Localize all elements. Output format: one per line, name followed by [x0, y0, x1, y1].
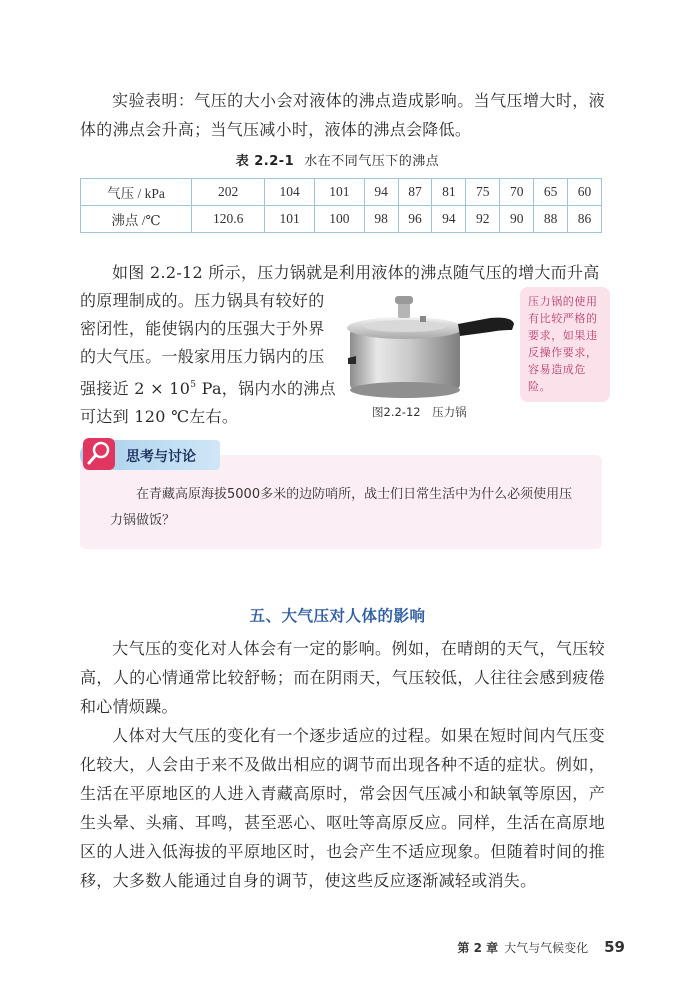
body-paragraph-1-text: 大气压的变化对人体会有一定的影响。例如，在晴朗的天气，气压较高，人的心情通常比较舒畅；而在阴雨天，气压较低，人往往会感到疲倦和心情烦躁。	[80, 639, 605, 716]
discussion-question-text: 在青藏高原海拔5000多米的边防哨所，战士们日常生活中为什么必须使用压力锅做饭？	[110, 487, 573, 528]
table-number: 表 2.2-1	[235, 154, 295, 169]
pressure-cooker-lead	[80, 258, 605, 287]
pressure-cooker-text-2: Pa，锅内水的沸点可达到 120 ℃左右。	[80, 379, 336, 426]
pressure-cooker-image	[340, 288, 518, 403]
table-cell: 92	[466, 206, 500, 233]
table-cell: 65	[534, 179, 568, 206]
table-cell: 100	[315, 206, 365, 233]
table-cell: 101	[315, 179, 365, 206]
table-cell: 86	[568, 206, 602, 233]
table-title	[0, 150, 675, 169]
table-cell: 60	[568, 179, 602, 206]
table-cell: 88	[534, 206, 568, 233]
table-cell: 87	[398, 179, 432, 206]
table-cell: 101	[265, 206, 315, 233]
discussion-question	[110, 482, 580, 534]
intro-paragraph	[80, 86, 605, 144]
body-paragraph-1	[80, 634, 605, 721]
table-cell: 70	[500, 179, 534, 206]
page-footer	[457, 938, 625, 956]
chapter-label: 第 2 章	[457, 941, 499, 955]
table-title-text: 水在不同气压下的沸点	[304, 154, 440, 169]
row-label-boiling: 沸点 /℃	[81, 206, 192, 233]
figure-caption: 图2.2-12 压力锅	[372, 405, 467, 419]
table-cell: 96	[398, 206, 432, 233]
pressure-cooker-paragraph	[80, 287, 340, 431]
table-cell: 94	[432, 206, 466, 233]
exponent: 5	[190, 380, 197, 390]
table-cell: 202	[192, 179, 265, 206]
table-cell: 94	[364, 179, 398, 206]
table-cell: 81	[432, 179, 466, 206]
section-heading: 五、大气压对人体的影响	[249, 607, 426, 625]
boiling-point-table	[80, 178, 602, 233]
magnifier-icon	[82, 437, 116, 471]
pressure-cooker-text-1: 的原理制成的。压力锅具有较好的密闭性，能使锅内的压强大于外界的大气压。一般家用压力锅内的压强接近 2 × 10	[80, 291, 325, 398]
body-paragraph-2	[80, 721, 605, 895]
table-row-boiling	[81, 206, 602, 233]
row-label-pressure: 气压 / kPa	[81, 179, 192, 206]
table-row-pressure	[81, 179, 602, 206]
table-cell: 75	[466, 179, 500, 206]
pressure-cooker-lead-text: 如图 2.2-12 所示，压力锅就是利用液体的沸点随气压的增大而升高	[112, 263, 600, 282]
chapter-title: 大气与气候变化	[504, 941, 589, 955]
intro-text: 实验表明：气压的大小会对液体的沸点造成影响。当气压增大时，液体的沸点会升高；当气压减小时，液体的沸点会降低。	[80, 91, 605, 139]
table-cell: 90	[500, 206, 534, 233]
discussion-title: 思考与讨论	[126, 449, 196, 465]
page-number: 59	[604, 938, 625, 956]
side-note: 压力锅的使用有比较严格的要求，如果违反操作要求，容易造成危险。	[520, 287, 610, 402]
table-cell: 104	[265, 179, 315, 206]
table-cell: 120.6	[192, 206, 265, 233]
table-cell: 98	[364, 206, 398, 233]
body-paragraph-2-text: 人体对大气压的变化有一个逐步适应的过程。如果在短时间内气压变化较大，人会由于来不及做出相应的调节而出现各种不适的症状。例如，生活在平原地区的人进入青藏高原时，常会因气压减小和缺氧等原因，产生头晕、头痛、耳鸣，甚至恶心、呕吐等高原反应。同样，生活在高原地区的人进入低海拔的平原地区时，也会产生不适应现象。但随着时间的推移，大多数人能通过自身的调节，使这些反应逐渐减轻或消失。	[80, 726, 605, 890]
